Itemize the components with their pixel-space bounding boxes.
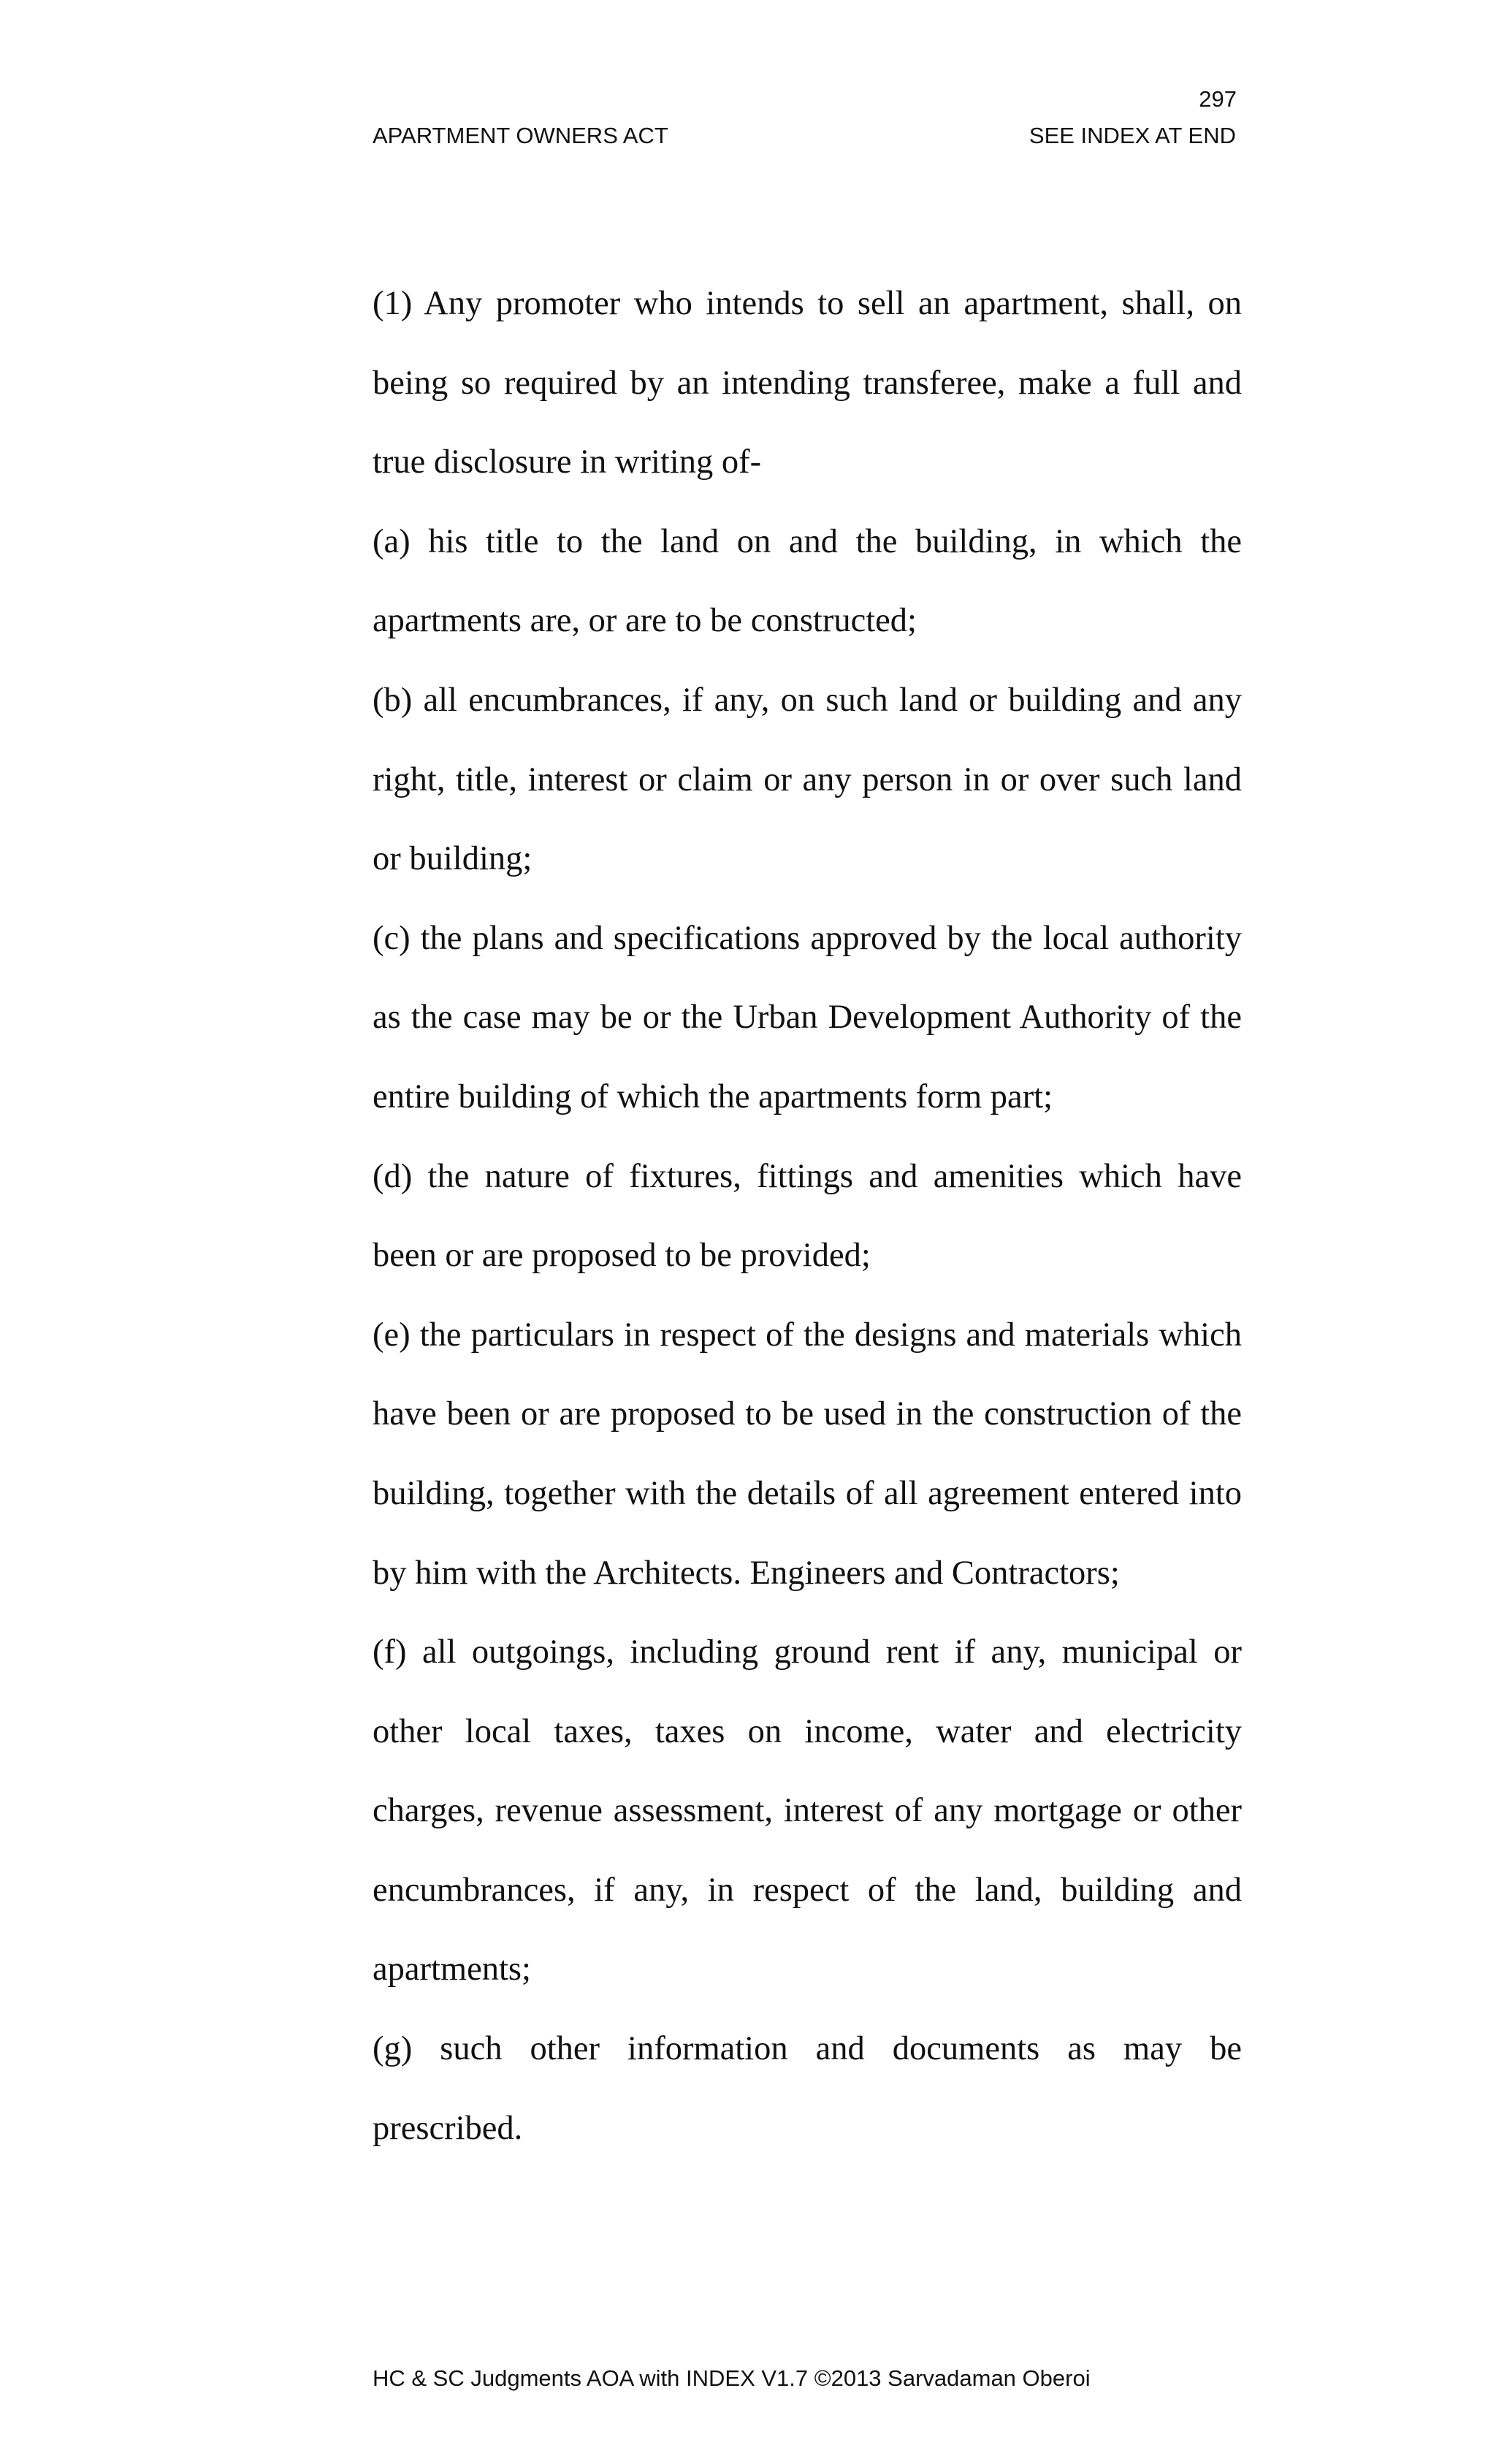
paragraph-clause-1: (1) Any promoter who intends to sell an apartment, shall, on being so required by an intending transferee, make a full and true disclosure in writing of- <box>373 285 1242 481</box>
paragraph-clause-f: (f) all outgoings, including ground rent if any, municipal or other local taxes, taxes on income, water and electricity charges, revenue assessment, interest of any mortgage or other encumbrances, if any, in respect of the land, building and apartments; <box>373 1633 1242 1988</box>
paragraph-clause-b: (b) all encumbrances, if any, on such land or building and any right, title, interest or claim or any person in or over such land or building; <box>373 681 1242 878</box>
header-left-title: APARTMENT OWNERS ACT <box>373 123 668 148</box>
header-right-note: SEE INDEX AT END <box>1028 123 1236 148</box>
page-number: 297 <box>1199 86 1237 112</box>
document-body <box>373 264 1242 2168</box>
page-footer: HC & SC Judgments AOA with INDEX V1.7 ©2013 Sarvadaman Oberoi <box>373 2365 1091 2391</box>
paragraph-clause-d: (d) the nature of fixtures, fittings and amenities which have been or are proposed to be provided; <box>373 1157 1242 1275</box>
paragraph-clause-e: (e) the particulars in respect of the designs and materials which have been or are proposed to be used in the construction of the building, together with the details of all agreement entered into by him with the Architects. Engineers and Contractors; <box>373 1316 1242 1592</box>
paragraph-clause-c: (c) the plans and specifications approved by the local authority as the case may be or the Urban Development Authority of the entire building of which the apartments form part; <box>373 919 1242 1115</box>
paragraph-clause-a: (a) his title to the land on and the building, in which the apartments are, or are to be constructed; <box>373 522 1242 640</box>
running-header <box>373 124 1236 147</box>
paragraph-clause-g: (g) such other information and documents as may be prescribed. <box>373 2030 1242 2147</box>
